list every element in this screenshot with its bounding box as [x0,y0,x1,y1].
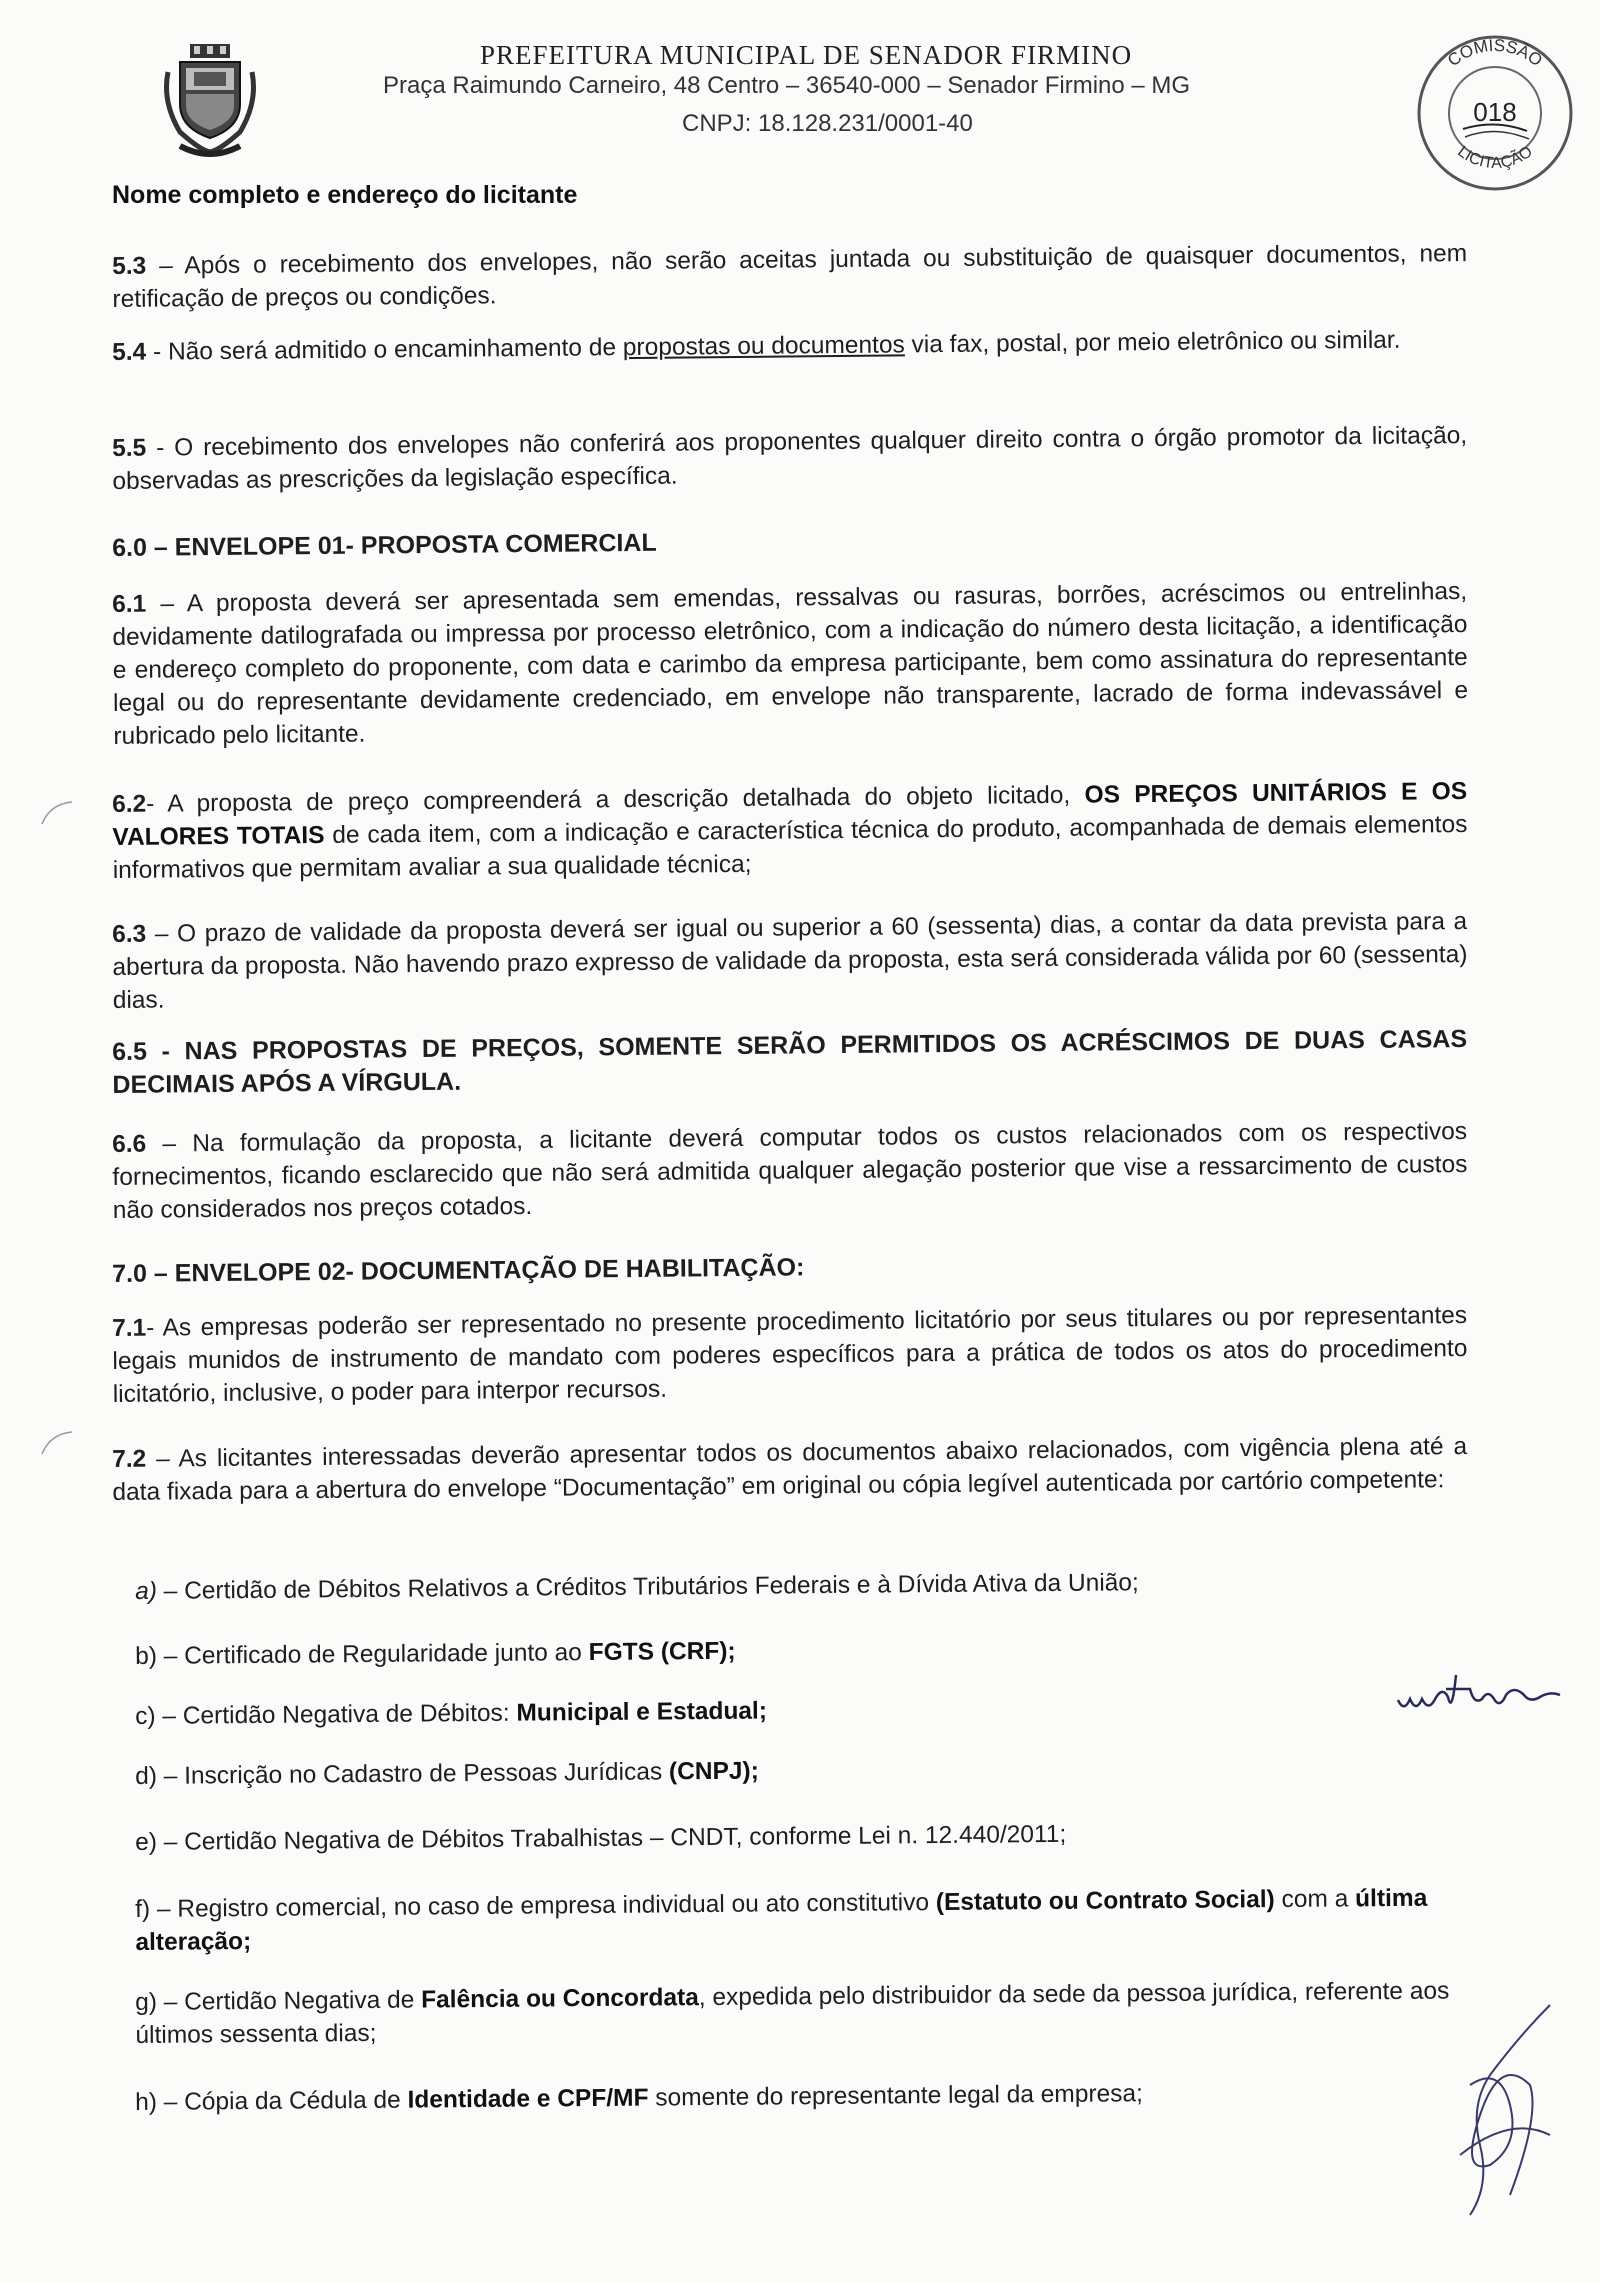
clause-text: - As empresas poderão ser representado no presente procedimento licitatório por seus titulares ou por representantes legais munidos de instrumento de mandato com poderes específicos para a prática de todos os atos do procedimento licitatório, inclusive, o poder para interpor recursos. [112,1301,1468,1408]
clause-number: 6.2 [112,790,147,818]
clause-6-3 [112,905,1468,1017]
item-label: f) [135,1895,151,1923]
stamp-number: 018 [1473,97,1517,127]
handwritten-initials-icon [1390,1655,1570,1725]
item-label: d) [135,1762,158,1790]
clause-text: – A proposta deverá ser apresentada sem emendas, ressalvas ou rasuras, borrões, acréscimos ou entrelinhas, devidamente datilografada ou impressa por processo eletrônico, com a indicação do número desta licitação, a identificação e endereço completo do proponente, com data e carimbo da empresa participante, bem como assinatura do representante legal ou do representante devidamente credenciado, em envelope não transparente, lacrado de forma indevassável e rubricado pelo licitante. [112,577,1469,750]
item-text: com a [1274,1885,1356,1914]
item-label: g) [135,1988,158,2016]
item-label: e) [135,1828,158,1856]
clause-text: - A proposta de preço compreenderá a descrição detalhada do objeto licitado, [146,781,1085,818]
doc-item-e [135,1814,1475,1859]
doc-item-c [135,1688,1475,1733]
item-text: somente do representante legal da empresa; [648,2080,1143,2112]
item-text: – Registro comercial, no caso de empresa individual ou ato constitutivo [149,1889,936,1923]
handwritten-signature-icon [1430,1995,1580,2235]
doc-item-a [135,1563,1475,1608]
stamp-bottom-text: LICITAÇÃO [1454,143,1536,173]
margin-mark-icon [40,798,74,828]
clause-text: – O prazo de validade da proposta deverá ser igual ou superior a 60 (sessenta) dias, a contar da data prevista para a abertura da proposta. Não havendo prazo expresso de validade da proposta, esta será considerada válida por 60 (sessenta) dias. [112,907,1468,1014]
doc-item-d [135,1748,1475,1793]
clause-5-5 [112,419,1468,498]
clause-number: 6.6 [112,1130,147,1158]
item-bold: última alteração; [135,1884,1428,1956]
item-bold: Identidade e CPF/MF [407,2084,649,2114]
item-bold: FGTS (CRF); [588,1637,736,1667]
item-text: – Certidão Negativa de Débitos: [155,1699,517,1730]
item-bold: Municipal e Estadual; [516,1697,768,1727]
clause-number: 6.1 [112,590,147,618]
clause-text: de cada item, com a indicação e característica técnica do produto, acompanhada de demais elementos informativos que permitam avaliar a sua qualidade técnica; [112,810,1468,884]
clause-number: 7.1 [112,1314,147,1342]
header-cnpj: CNPJ: 18.128.231/0001-40 [682,110,973,137]
clause-number: 5.5 [112,434,147,462]
clause-6-5: 6.5 - NAS PROPOSTAS DE PREÇOS, SOMENTE SERÃO PERMITIDOS OS ACRÉSCIMOS DE DUAS CASAS DECIMAIS APÓS A VÍRGULA. [112,1024,1468,1099]
section-heading-6-0: 6.0 – ENVELOPE 01- PROPOSTA COMERCIAL [112,528,657,562]
item-text: – Certidão Negativa de Débitos Trabalhistas – CNDT, conforme Lei n. 12.440/2011; [156,1820,1067,1856]
clause-number: 6.3 [112,920,147,948]
clause-text: - Não será admitido o encaminhamento de [146,334,623,366]
clause-text: – As licitantes interessadas deverão apresentar todos os documentos abaixo relacionados, com vigência plena até a data fixada para a abertura do envelope “Documentação” em original ou cópia legível autenticada por cartório competente: [112,1432,1468,1506]
item-text: – Inscrição no Cadastro de Pessoas Jurídicas [156,1758,670,1790]
item-text: , expedida pelo distribuidor da sede da pessoa jurídica, referente aos últimos sessenta dias; [135,1977,1450,2049]
item-label: c) [135,1702,156,1730]
header-title: PREFEITURA MUNICIPAL DE SENADOR FIRMINO [480,40,1133,70]
commission-stamp-icon [1395,25,1585,195]
doc-item-f [135,1881,1481,1959]
clause-7-2 [112,1430,1468,1509]
item-text: – Certidão Negativa de [156,1986,422,2016]
bidder-name-line: Nome completo e endereço do licitante [112,181,578,209]
doc-item-g [135,1974,1481,2052]
clause-6-2 [112,775,1468,887]
svg-text:COMISSÃO [1444,36,1546,70]
item-text: – Certificado de Regularidade junto ao [156,1639,589,1670]
clause-text: via fax, postal, por meio eletrônico ou similar. [904,326,1401,359]
margin-mark-icon [40,1428,74,1458]
item-bold: Falência ou Concordata [421,1984,699,2014]
doc-item-h [135,2074,1475,2119]
clause-text: – Na formulação da proposta, a licitante deverá computar todos os custos relacionados com os respectivos fornecimentos, ficando esclarecido que não será admitida qualquer alegação posterior que vise a ressarcimento de custos não considerados nos preços cotados. [112,1117,1468,1224]
item-bold: (Estatuto ou Contrato Social) [935,1886,1275,1917]
item-text: – Cópia da Cédula de [156,2086,408,2116]
clause-number: 5.4 [112,338,147,366]
clause-6-6 [112,1115,1468,1227]
item-label: b) [135,1642,158,1670]
clause-text: - O recebimento dos envelopes não conferirá aos proponentes qualquer direito contra o órgão promotor da licitação, observadas as prescrições da legislação específica. [112,421,1468,495]
underlined-text: propostas ou documentos [622,331,905,362]
clause-number: 7.2 [112,1445,147,1473]
clause-number: 5.3 [112,252,147,280]
svg-text:LICITAÇÃO [1454,143,1535,172]
section-heading-7-0: 7.0 – ENVELOPE 02- DOCUMENTAÇÃO DE HABILITAÇÃO: [112,1253,805,1288]
stamp-top-text: COMISSÃO [1444,35,1546,71]
doc-item-b [135,1628,1475,1673]
clause-text: – Após o recebimento dos envelopes, não serão aceitas juntada ou substituição de quaisquer documentos, nem retificação de preços ou condições. [112,239,1468,313]
clause-7-1 [112,1299,1468,1411]
item-label: a) [135,1577,158,1605]
coat-of-arms-icon [160,42,260,160]
clause-5-4 [112,323,1467,369]
header-address: Praça Raimundo Carneiro, 48 Centro – 36540-000 – Senador Firmino – MG [383,72,1191,99]
clause-5-3 [112,237,1468,316]
item-label: h) [135,2088,158,2116]
item-text: – Certidão de Débitos Relativos a Créditos Tributários Federais e à Dívida Ativa da União; [156,1569,1139,1605]
bold-text: OS PREÇOS UNITÁRIOS E OS VALORES TOTAIS [112,777,1468,851]
item-bold: (CNPJ); [668,1757,759,1786]
clause-6-1 [112,575,1469,753]
